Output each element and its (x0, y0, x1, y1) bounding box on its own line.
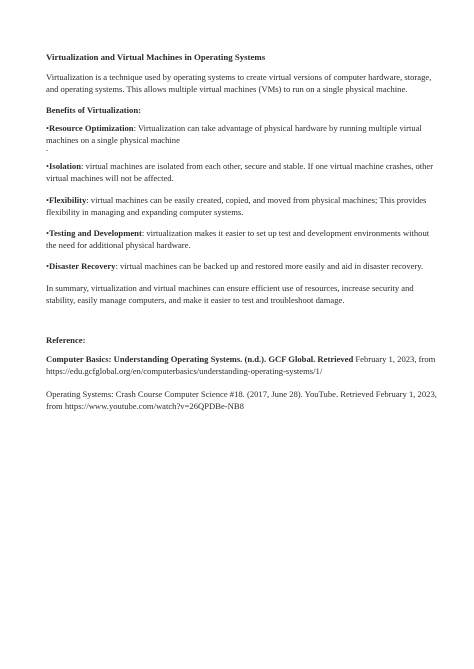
reference-heading: Reference: (46, 335, 86, 346)
reference-text: Operating Systems: Crash Course Computer Science #18. (2017, June 28). YouTube. Retrieved February 1, 2023, from https://www.youtube.com/watch?v=26QPDBe-NB8 (46, 388, 437, 411)
benefit-text: : virtualization makes it easier to set up test and development environments without the need for additional physical hardware. (46, 228, 430, 251)
reference-entry (46, 388, 438, 412)
benefit-term: Isolation (49, 161, 82, 172)
benefit-text: : virtual machines are isolated from each other, secure and stable. If one virtual machine crashes, other virtual machines will not be affected. (46, 161, 434, 184)
benefit-term: Resource Optimization (49, 122, 134, 133)
stray-period: . (46, 143, 49, 154)
summary-paragraph: In summary, virtualization and virtual machines can ensure efficient use of resources, increase security and stability, easily manage computers, and make it easier to test and troubleshoot damage. (46, 282, 414, 305)
benefit-term: Disaster Recovery (49, 261, 116, 272)
benefit-isolation (46, 160, 438, 184)
benefit-term: Flexibility (49, 194, 87, 205)
benefits-heading: Benefits of Virtualization: (46, 104, 141, 115)
benefit-testing-development (46, 227, 438, 251)
bullet-icon: • (46, 261, 50, 272)
bullet-icon: • (46, 194, 50, 205)
page-title: Virtualization and Virtual Machines in Operating Systems (46, 52, 266, 62)
benefit-term: Testing and Development (49, 228, 142, 239)
benefit-disaster-recovery (46, 260, 438, 272)
bullet-icon: • (46, 161, 50, 172)
bullet-icon: • (46, 122, 50, 133)
bullet-icon: • (46, 228, 50, 239)
benefit-text: : Virtualization can take advantage of physical hardware by running multiple virtual machines on a single physical machine (46, 122, 422, 146)
reference-bold-text: Computer Basics: Understanding Operating Systems. (n.d.). GCF Global. Retrieved (46, 354, 354, 365)
reference-text: February 1, 2023, from https://edu.gcfglobal.org/en/computerbasics/understanding-operating-systems/1/ (46, 354, 436, 377)
benefit-text: : virtual machines can be easily created, copied, and moved from physical machines; This provides flexibility in managing and expanding computer systems. (46, 194, 427, 217)
reference-entry (46, 353, 438, 377)
intro-paragraph: Virtualization is a technique used by operating systems to create virtual versions of computer hardware, storage, and operating systems. This allows multiple virtual machines (VMs) to run on a single physical machine. (46, 72, 432, 95)
benefit-resource-optimization (46, 122, 438, 146)
benefit-text: : virtual machines can be backed up and restored more easily and aid in disaster recovery. (115, 261, 424, 272)
benefit-flexibility (46, 194, 438, 218)
